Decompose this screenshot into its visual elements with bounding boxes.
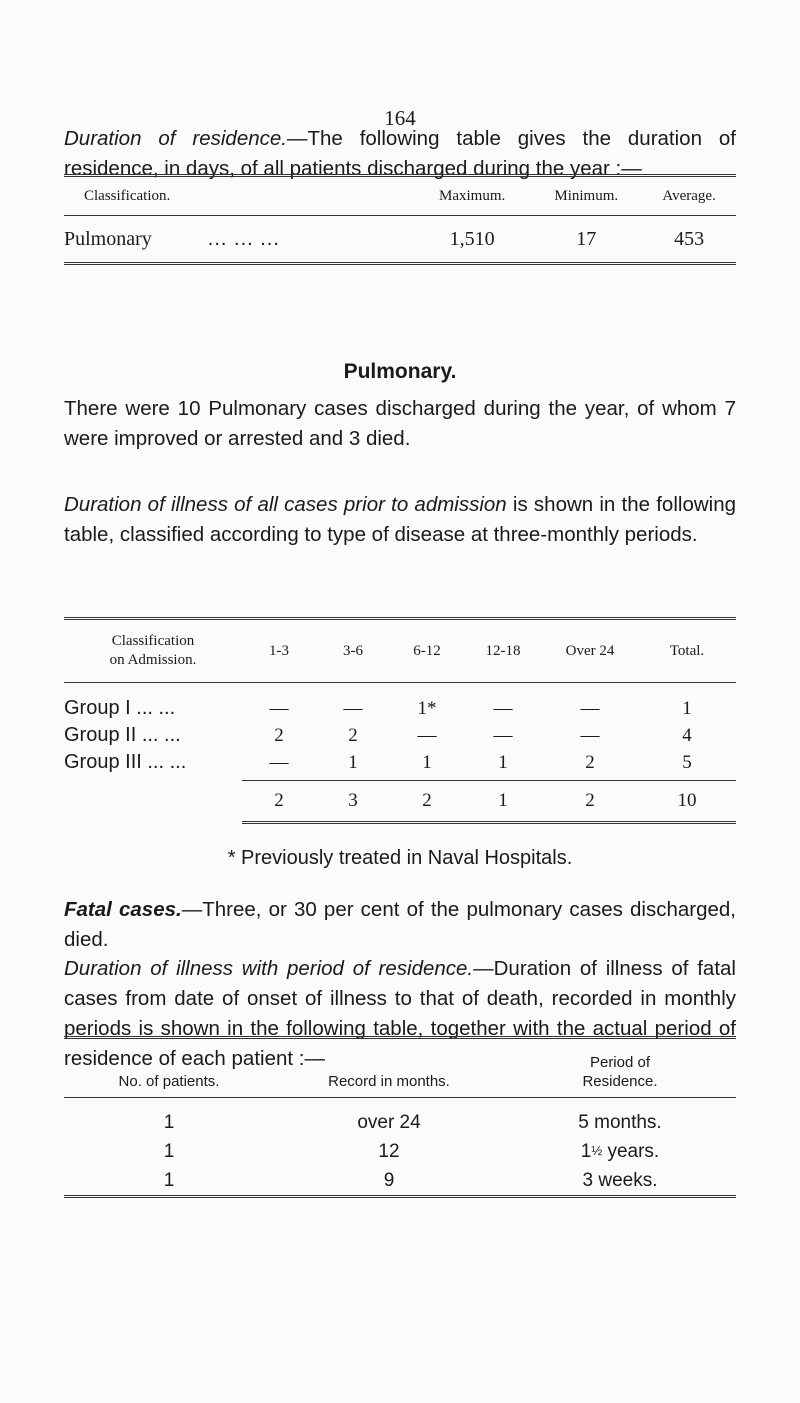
footnote: * Previously treated in Naval Hospitals. [227,847,573,869]
table-cell: — [417,724,437,746]
col-maximum: Maximum. [439,187,506,204]
totals-blank [64,781,242,823]
cell-patients: 1 [163,1111,175,1133]
row-label-text: Pulmonary [64,227,152,250]
table-row [64,683,736,723]
col-over-24: Over 24 [565,642,615,659]
fatal-lead: Fatal cases. [64,898,182,921]
residence-fraction: ½ [591,1142,603,1158]
col-12-18: 12-18 [485,642,521,659]
table-row [64,216,736,264]
fatal-table [64,1036,736,1198]
col-no-of-patients: No. of patients. [118,1073,220,1090]
table-cell: 1 [682,697,692,719]
col-average: Average. [662,187,716,204]
cell-residence: 3 weeks. [582,1169,658,1191]
total-cell: 10 [638,781,736,823]
table-cell: 1* [417,697,437,719]
cell-average: 453 [674,227,705,250]
illness-table-header [64,619,736,683]
cell-record: 12 [378,1140,400,1162]
leader-dots: ... ... ... [207,227,280,250]
col-minimum: Minimum. [554,187,619,204]
table-row [64,722,736,749]
header-line-1: Period of [589,1054,651,1071]
intro-text: —The following table gives the duration of residence, in days, of all patients discharged during the year :— [64,127,736,180]
fatal-text: —Three, or 30 per cent of the pulmonary cases discharged, died. [64,898,736,951]
table-cell: — [269,751,289,773]
illness-lead: Duration of illness of all cases prior to admission [64,493,507,516]
table-row [64,1166,736,1197]
header-line-1: Classification [111,633,195,649]
col-6-12: 6-12 [413,642,441,659]
header-line-2: Residence. [582,1073,658,1090]
table-cell: 1 [498,751,508,773]
table-row [64,1137,736,1166]
col-period-of-residence [504,1038,736,1098]
cell-record: over 24 [357,1111,421,1133]
row-label: Group I ... ... [64,697,176,719]
total-cell: 2 [542,781,638,823]
illness-table [64,617,736,824]
fatal-paragraph [64,895,736,955]
table-cell: 4 [682,724,692,746]
table-row [64,1098,736,1138]
table-row [64,749,736,781]
total-cell: 3 [316,781,390,823]
cell-maximum: 1,510 [449,227,495,250]
col-1-3: 1-3 [269,642,289,659]
cell-patients: 1 [163,1140,175,1162]
cases-paragraph: There were 10 Pulmonary cases discharged during the year, of whom 7 were improved or arrested and 3 died. [64,397,736,450]
illness-text: is shown in the following table, classified according to type of disease at three-monthly periods. [64,493,737,546]
header-line-2: on Admission. [109,652,197,668]
table-cell: — [493,724,513,746]
table-cell: 1 [348,751,358,773]
residence-table-header [64,176,736,216]
illness-paragraph [64,490,736,550]
cell-patients: 1 [163,1169,175,1191]
table-cell: — [493,697,513,719]
table-cell: 2 [585,751,595,773]
duration-fatal-body: —Duration of illness of fatal cases from date of onset of illness to that of death, recorded in monthly periods is shown in the following table, together with the actual period of residence of each patient :— [64,957,736,1070]
total-cell: 1 [464,781,542,823]
row-label: Group II ... ... [64,724,181,746]
col-classification [64,619,242,683]
cell-record: 9 [383,1169,395,1191]
section-title: Pulmonary. [343,360,457,383]
fatal-table-header [64,1038,736,1098]
residence-table [64,174,736,265]
table-cell: — [269,697,289,719]
col-3-6: 3-6 [343,642,363,659]
residence-unit: years. [602,1140,660,1162]
table-cell: 1 [422,751,432,773]
col-total: Total. [669,642,705,659]
cell-residence: 5 months. [578,1111,662,1133]
residence-whole: 1 [580,1140,592,1162]
table-cell: — [343,697,363,719]
col-record-in-months: Record in months. [328,1073,450,1090]
duration-fatal-lead: Duration of illness with period of residence. [64,957,474,980]
intro-lead: Duration of residence. [64,127,287,150]
page-number: 164 [384,106,416,130]
table-cell: 2 [274,724,284,746]
table-cell: 5 [682,751,692,773]
col-classification: Classification. [84,187,171,204]
row-label [64,216,414,264]
total-cell: 2 [242,781,316,823]
cell-residence [504,1137,736,1166]
totals-row [64,781,736,823]
table-cell: 2 [348,724,358,746]
cell-minimum: 17 [576,227,597,250]
table-cell: — [580,724,600,746]
table-cell: — [580,697,600,719]
row-label: Group III ... ... [64,751,187,774]
total-cell: 2 [390,781,464,823]
